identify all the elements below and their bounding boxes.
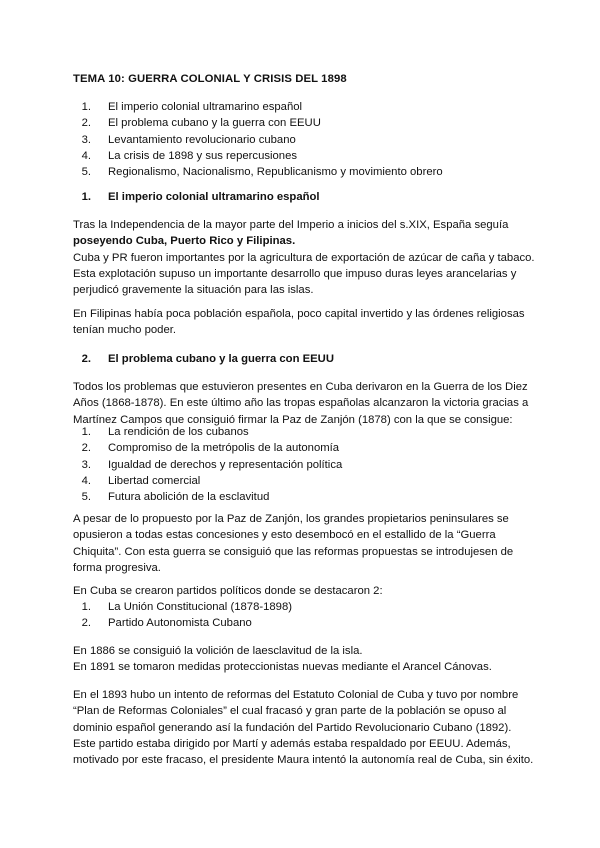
list-item (73, 440, 342, 456)
text-line: motivado por este fracaso, el presidente Maura intentó la autonomía real de Cuba, sin éxito. (73, 754, 534, 767)
section-title: El problema cubano y la guerra con EEUU (108, 353, 334, 365)
list-text: Futura abolición de la esclavitud (108, 491, 270, 504)
list-number: 1. (81, 426, 91, 438)
list-text: La rendición de los cubanos (108, 426, 249, 438)
section-number: 1. (81, 191, 91, 203)
section-1-heading (73, 189, 320, 205)
list-text: Compromiso de la metrópolis de la autonomía (108, 442, 340, 455)
text-line: En el 1893 hubo un intento de reformas del Estatuto Colonial de Cuba y tuvo por nombre (73, 689, 519, 701)
table-of-contents (73, 99, 443, 180)
text-line: En 1891 se tomaron medidas proteccionistas nuevas mediante el Arancel Cánovas. (73, 661, 492, 674)
text-line: Tras la Independencia de la mayor parte del Imperio a inicios del s.XIX, España seguía (73, 219, 509, 231)
list-number: 2. (81, 442, 91, 455)
toc-text: El imperio colonial ultramarino español (108, 101, 303, 113)
text-line: dominio español generando así la fundación del Partido Revolucionario Cubano (1892). (73, 721, 512, 734)
text-line: perjudicó gravemente la situación para las islas. (73, 284, 314, 297)
list-number: 3. (81, 458, 91, 471)
list-text: Libertad comercial (108, 474, 201, 487)
toc-item (73, 148, 443, 164)
section-number: 2. (81, 353, 91, 365)
text-line: Todos los problemas que estuvieron presentes en Cuba derivaron en la Guerra de los Diez (73, 381, 528, 393)
text-line: “Plan de Reformas Coloniales” el cual fracasó y gran parte de la población se opuso al (73, 705, 507, 718)
text-line: poseyendo Cuba, Puerto Rico y Filipinas. (73, 235, 296, 248)
section-2-paragraph-2 (73, 511, 535, 576)
document-title: TEMA 10: GUERRA COLONIAL Y CRISIS DEL 1898 (73, 73, 347, 85)
text-line: En 1886 se consiguió la volición de laesclavitud de la isla. (73, 645, 363, 657)
list-text: Partido Autonomista Cubano (108, 617, 252, 630)
text-line: opusieron a todas estas concesiones y esto desembocó en el estallido de la “Guerra (73, 529, 496, 542)
section-2-paragraph-1 (73, 379, 535, 428)
toc-number: 1. (81, 101, 91, 113)
list-item (73, 489, 342, 505)
list-number: 1. (81, 601, 91, 613)
text-line: forma progresiva. (73, 561, 161, 574)
text-line: Cuba y PR fueron importantes por la agricultura de exportación de azúcar de caña y tabaco. (73, 251, 535, 264)
list-item (73, 615, 292, 631)
list-number: 5. (81, 491, 91, 504)
toc-item (73, 99, 443, 115)
toc-number: 2. (81, 117, 91, 130)
list-number: 4. (81, 474, 91, 487)
partidos-list (73, 599, 292, 632)
list-item (73, 457, 342, 473)
toc-item (73, 132, 443, 148)
text-line: A pesar de lo propuesto por la Paz de Zanjón, los grandes propietarios peninsulares se (73, 513, 509, 525)
toc-number: 4. (81, 149, 91, 162)
text-line: Martínez Campos que consiguió firmar la Paz de Zanjón (1878) con la que se consigue: (73, 413, 513, 426)
toc-number: 3. (81, 133, 91, 146)
toc-number: 5. (81, 166, 91, 179)
list-number: 2. (81, 617, 91, 630)
text-line: En Filipinas había poca población española, poco capital invertido y las órdenes religiosas (73, 308, 525, 320)
list-item (73, 473, 342, 489)
section-1-paragraph-1 (73, 217, 535, 298)
list-text: La Unión Constitucional (1878-1898) (108, 601, 293, 613)
toc-text: El problema cubano y la guerra con EEUU (108, 117, 321, 130)
list-text: Igualdad de derechos y representación política (108, 458, 343, 471)
section-2-paragraph-4 (73, 643, 535, 676)
toc-text: La crisis de 1898 y sus repercusiones (108, 149, 298, 162)
toc-item (73, 115, 443, 131)
text-line: En Cuba se crearon partidos políticos donde se destacaron 2: (73, 585, 383, 597)
list-item (73, 599, 292, 615)
section-title: El imperio colonial ultramarino español (108, 191, 320, 203)
paz-zanjon-list (73, 424, 342, 505)
toc-item (73, 164, 443, 180)
text-line: Años (1868-1878). En este último año las tropas españolas alcanzaron la victoria gracias a (73, 397, 529, 410)
list-item (73, 424, 342, 440)
text-line: tenían mucho poder. (73, 324, 177, 337)
section-2-paragraph-3 (73, 583, 535, 599)
toc-text: Regionalismo, Nacionalismo, Republicanismo y movimiento obrero (108, 166, 443, 179)
section-2-heading (73, 351, 334, 367)
section-2-paragraph-5 (73, 687, 535, 768)
text-line: Chiquita”. Con esta guerra se consiguió que las reformas propuestas se introdujesen de (73, 545, 514, 558)
text-line: Esta explotación supuso un importante desarrollo que impuso duras leyes arancelarias y (73, 267, 517, 280)
toc-text: Levantamiento revolucionario cubano (108, 133, 296, 146)
text-line: Este partido estaba dirigido por Martí y además estaba respaldado por EEUU. Además, (73, 737, 511, 750)
section-1-paragraph-2 (73, 306, 535, 339)
